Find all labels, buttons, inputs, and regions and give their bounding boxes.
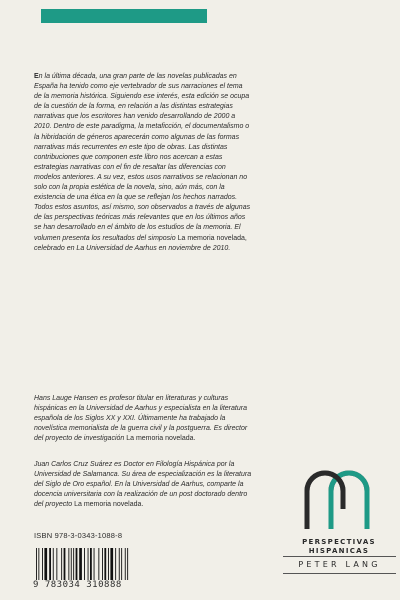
author-bio-cruz (34, 460, 252, 510)
synopsis-book-title: La memoria novelada, (175, 234, 247, 242)
author-bio-hansen (34, 394, 252, 444)
synopsis-text: n la última década, una gran parte de las novelas publicadas en España ha tenido como eje vertebrador de sus narraciones el tema de la memoria histórica. Siguiendo ese interés, esta edición se ocupa de la cuestión de la forma, en relación a las distintas estrategias narrativas que los escritores han venido desarrollando de 2000 a 2010. Dentro de este paradigma, la metaficción, el documentalismo o la hibridación de géneros aparecerán como algunas de las formas narrativas más recurrentes en este tipo de obras. Las distintas contribuciones que componen este libro nos acercan a estas estrategias narrativas con el fin de resaltar las diferencias con modelos anteriores. A su vez, estos usos narrativos se relacionan no solo con la propia estética de la novela, sino, aún más, con la existencia de una ética en la que se reflejan los hechos narrados. Todos estos asuntos, así mismo, son observados a través de algunas de las perspectivas teóricas más relevantes que en los últimos años se han desarrollado en el ámbito de los estudios de la memoria. El volumen presenta los resultados del simposio (34, 73, 251, 242)
top-color-bar (41, 9, 207, 23)
publisher-name: PETER LANG (298, 560, 381, 569)
synopsis-paragraph (34, 72, 252, 254)
imprint-name-line1: PERSPECTIVAS (302, 538, 376, 546)
barcode-digits: 9 783034 310888 (33, 580, 145, 590)
synopsis-closing: celebrado en La Universidad de Aarhus en noviembre de 2010. (34, 244, 231, 252)
bio-hansen-text: Hans Lauge Hansen es profesor titular en literaturas y culturas hispánicas en la Universidad de Aarhus y especialista en la literatura española de los Siglos XX y XXI. Últimamente ha trabajado la novelística memorialista de la guerra civil y la postguerra. Es director del proyecto de investigación (34, 395, 248, 443)
bio-cruz-text: Juan Carlos Cruz Suárez es Doctor en Filología Hispánica por la Universidad de Salamanca. Su área de especialización es la literatura del Siglo de Oro español. En la Universidad de Aarhus, comparte la docencia universitaria con la realización de un post doctorado dentro del proyecto (34, 461, 252, 509)
imprint-name-line2: HISPANICAS (308, 547, 370, 555)
bio-hansen-project-title: La memoria novelada. (124, 435, 196, 443)
bio-cruz-project-title: La memoria novelada. (72, 501, 144, 509)
divider (283, 556, 396, 557)
isbn-number: ISBN 978-3-0343-1088-8 (34, 531, 123, 540)
publisher-logo-icon (291, 467, 383, 533)
drop-cap: E (34, 73, 39, 80)
divider (283, 573, 396, 574)
